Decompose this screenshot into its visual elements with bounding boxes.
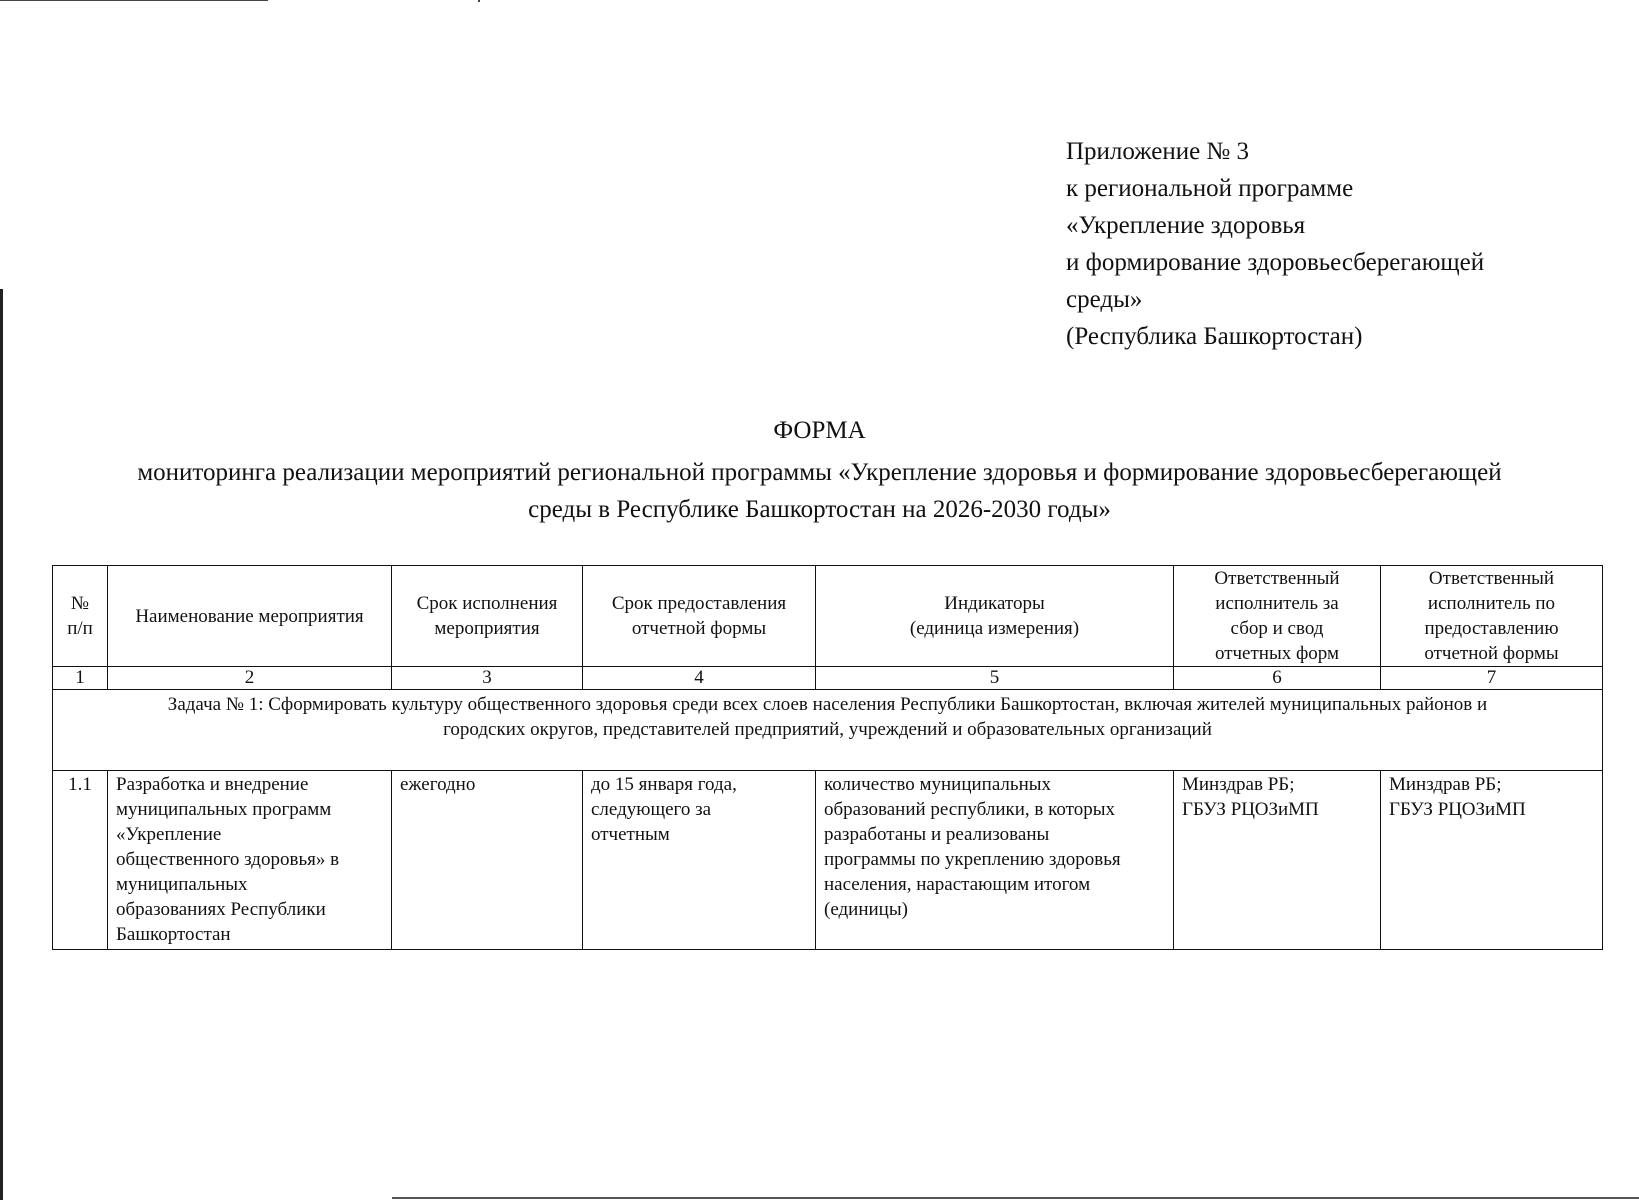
column-number-cell: 3: [392, 667, 583, 690]
cell-text-line: общественного здоровья» в: [116, 849, 340, 870]
cell-text-line: муниципальных: [116, 874, 248, 895]
scan-border-top: [0, 0, 268, 1]
cell-text-line: Ответственный: [1214, 568, 1340, 589]
form-subtitle-line: среды в Республике Башкортостан на 2026-2030 годы»: [528, 496, 1111, 523]
cell-text-line: мероприятия: [434, 618, 540, 639]
appendix-line: и формирование здоровьесберегающей: [1066, 249, 1485, 276]
collector-cell: [1174, 771, 1381, 950]
cell-text-line: ежегодно: [400, 774, 476, 795]
table-row: [53, 771, 1603, 950]
cell-text-line: Индикаторы: [944, 593, 1045, 614]
cell-text-line: предоставлению: [1424, 618, 1559, 639]
execution-term-cell: [392, 771, 583, 950]
column-number-cell: 1: [53, 667, 108, 690]
cell-text-line: исполнитель по: [1427, 593, 1556, 614]
task-line: Задача № 1: Сформировать культуру общественного здоровья среди всех слоев населения Республики Башкортостан, включая жителей муниципальных районов и: [167, 694, 1488, 715]
appendix-line: «Укрепление здоровья: [1066, 212, 1306, 239]
activity-name-cell: [108, 771, 392, 950]
cell-text-line: сбор и свод: [1230, 618, 1324, 639]
cell-text-line: Срок предоставления: [611, 593, 787, 614]
cell-text-line: Минздрав РБ;: [1182, 774, 1295, 795]
header-cell: [108, 566, 392, 667]
cell-text-line: ГБУЗ РЦОЗиМП: [1182, 799, 1319, 820]
reporter-cell: [1381, 771, 1603, 950]
cell-text-line: отчетной формы: [1424, 643, 1559, 664]
cell-text-line: отчетных форм: [1214, 643, 1340, 664]
cell-text-line: исполнитель за: [1215, 593, 1339, 614]
appendix-line: к региональной программе: [1066, 175, 1354, 202]
cell-text-line: до 15 января года,: [591, 774, 737, 795]
form-title: ФОРМА: [773, 417, 866, 444]
scan-border-bottom: [392, 1197, 1639, 1199]
cell-text-line: Разработка и внедрение: [116, 774, 309, 795]
appendix-line: (Республика Башкортостан): [1066, 323, 1363, 350]
column-number-cell: 7: [1381, 667, 1603, 690]
task-line: городских округов, представителей предприятий, учреждений и образовательных организаций: [443, 719, 1212, 740]
cell-text-line: Башкортостан: [116, 924, 231, 945]
cell-text-line: муниципальных программ: [116, 799, 332, 820]
appendix-line: Приложение № 3: [1066, 138, 1250, 165]
cell-text-line: (единицы): [824, 899, 908, 920]
cell-text-line: отчетной формы: [631, 618, 767, 639]
cell-text-line: Срок исполнения: [416, 593, 558, 614]
task-cell: [53, 690, 1603, 771]
cell-text-line: разработаны и реализованы: [824, 824, 1050, 845]
cell-text-line: населения, нарастающим итогом: [824, 874, 1091, 895]
column-number-cell: 2: [108, 667, 392, 690]
appendix-line: среды»: [1066, 286, 1143, 313]
cell-text-line: «Укрепление: [116, 824, 222, 845]
cell-text-line: следующего за: [591, 799, 712, 820]
column-number-row: [53, 667, 1603, 690]
monitoring-table: [52, 565, 1603, 950]
cell-text-line: п/п: [67, 618, 93, 639]
form-subtitle-line: мониторинга реализации мероприятий региональной программы «Укрепление здоровья и формирование здоровьесберегающей: [137, 459, 1502, 486]
column-number-cell: 6: [1174, 667, 1381, 690]
cell-text-line: Ответственный: [1428, 568, 1555, 589]
column-number-cell: 5: [816, 667, 1174, 690]
task-row: [53, 690, 1603, 771]
cell-text-line: Наименование мероприятия: [135, 605, 364, 627]
cell-text-line: (единица измерения): [909, 618, 1080, 639]
report-deadline-cell: [583, 771, 816, 950]
indicator-cell: [816, 771, 1174, 950]
scan-border-left: [0, 289, 3, 1200]
cell-text-line: №: [70, 593, 90, 614]
cell-text-line: образованиях Республики: [116, 899, 326, 920]
cell-text-line: количество муниципальных: [824, 774, 1051, 795]
header-cell: [816, 566, 1174, 667]
cell-text-line: программы по укреплению здоровья: [824, 849, 1121, 870]
header-cell: [583, 566, 816, 667]
row-number-cell: 1.1: [53, 771, 108, 950]
header-cell: [53, 566, 108, 667]
scan-speck: [478, 0, 480, 2]
cell-text-line: ГБУЗ РЦОЗиМП: [1389, 799, 1526, 820]
appendix-reference: [1066, 133, 1606, 355]
column-number-cell: 4: [583, 667, 816, 690]
cell-text-line: отчетным: [591, 824, 670, 845]
cell-text-line: образований республики, в которых: [824, 799, 1115, 820]
cell-text-line: Минздрав РБ;: [1389, 774, 1502, 795]
header-cell: [1174, 566, 1381, 667]
table-header-row: [53, 566, 1603, 667]
header-cell: [1381, 566, 1603, 667]
form-subtitle: [40, 454, 1599, 528]
header-cell: [392, 566, 583, 667]
